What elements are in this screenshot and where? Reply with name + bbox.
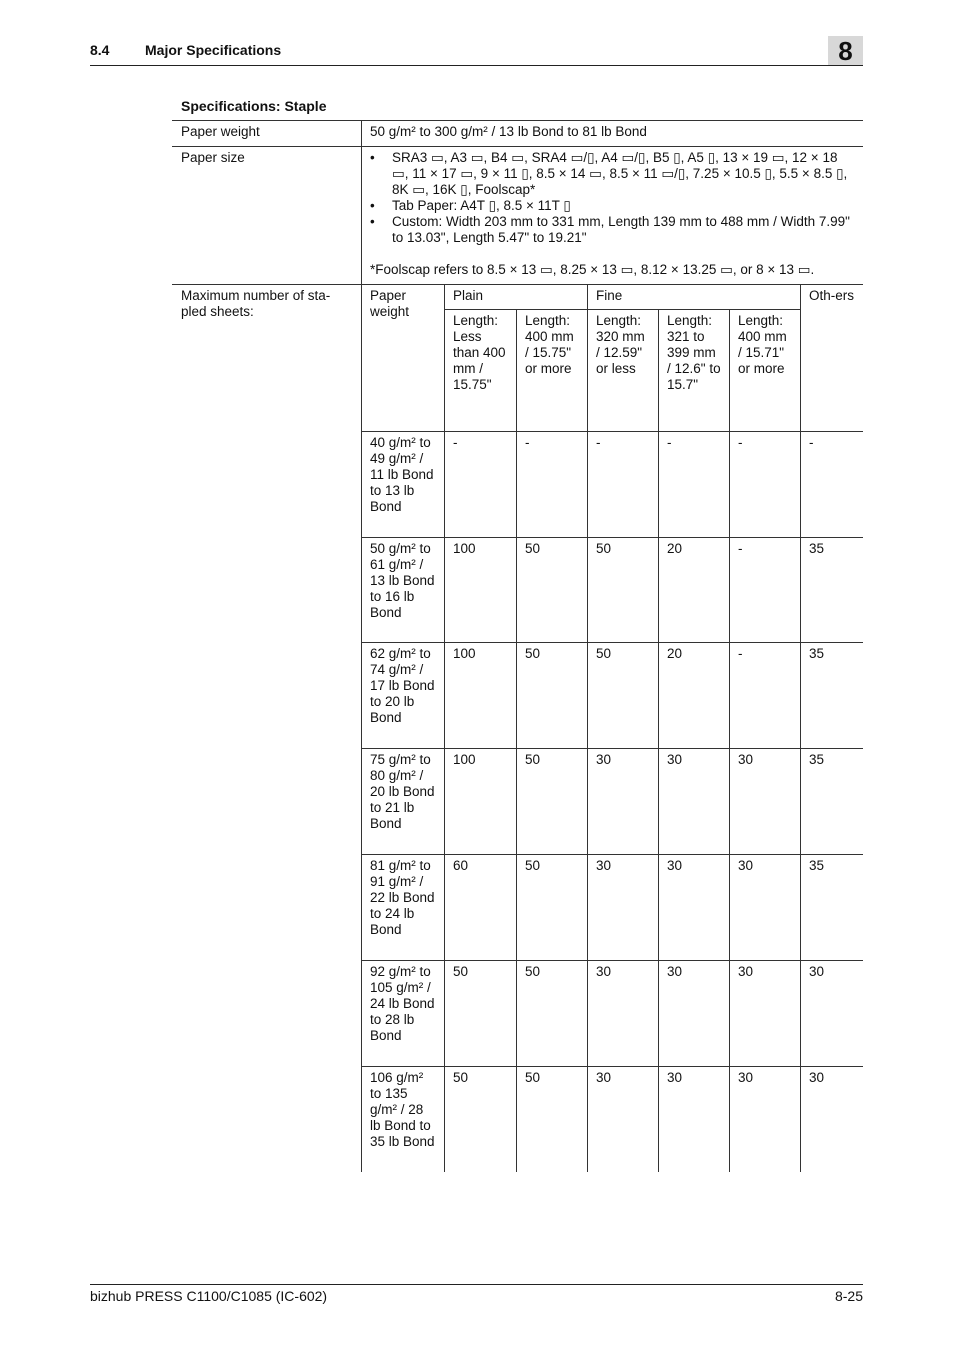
- sheet-count-cell: -: [738, 541, 743, 556]
- paper-weight-value: 50 g/m² to 300 g/m² / 13 lb Bond to 81 lb Bond: [370, 124, 647, 139]
- footer-page-number: 8-25: [834, 1288, 863, 1304]
- table-rule: [444, 284, 445, 1172]
- sheet-count-cell: 30: [667, 964, 683, 979]
- col-paper-weight: Paper weight: [370, 288, 410, 319]
- sheet-count-cell: -: [809, 435, 814, 450]
- sub-plain-long: Length: 400 mm / 15.75" or more: [525, 313, 574, 376]
- sheet-count-cell: 30: [809, 1070, 825, 1085]
- sub-fine-short: Length: 320 mm / 12.59" or less: [596, 313, 645, 376]
- header-rule: [90, 65, 863, 66]
- sheet-count-cell: 50: [596, 541, 612, 556]
- sheet-count-cell: 35: [809, 752, 825, 767]
- sheet-count-cell: 50: [525, 964, 541, 979]
- sheet-count-cell: 30: [738, 964, 754, 979]
- footer-product: bizhub PRESS C1100/C1085 (IC-602): [90, 1288, 328, 1304]
- list-item: • Tab Paper: A4T ▯, 8.5 × 11T ▯: [370, 198, 855, 214]
- sheet-count-cell: 30: [596, 964, 612, 979]
- sheet-count-cell: 30: [738, 752, 754, 767]
- col-fine: Fine: [596, 288, 623, 303]
- sheet-count-cell: 30: [809, 964, 825, 979]
- sheet-count-cell: 30: [667, 1070, 683, 1085]
- sheet-count-cell: -: [738, 646, 743, 661]
- sheet-count-cell: -: [453, 435, 458, 450]
- footer-rule: [90, 1284, 863, 1285]
- weight-range-cell: 75 g/m² to 80 g/m² / 20 lb Bond to 21 lb Bond: [370, 752, 435, 831]
- sheet-count-cell: 30: [596, 752, 612, 767]
- col-plain: Plain: [453, 288, 484, 303]
- sheet-count-cell: 60: [453, 858, 469, 873]
- weight-range-cell: 62 g/m² to 74 g/m² / 17 lb Bond to 20 lb Bond: [370, 646, 435, 725]
- sheet-count-cell: 50: [525, 1070, 541, 1085]
- sheet-count-cell: 30: [596, 858, 612, 873]
- section-heading: Specifications: Staple: [181, 98, 327, 114]
- weight-range-cell: 106 g/m² to 135 g/m² / 28 lb Bond to 35 lb Bond: [370, 1070, 435, 1149]
- section-number: 8.4: [90, 42, 110, 58]
- sheet-count-cell: 50: [525, 646, 541, 661]
- sheet-count-cell: 50: [453, 1070, 469, 1085]
- sheet-count-cell: 30: [738, 858, 754, 873]
- sheet-count-cell: -: [667, 435, 672, 450]
- paper-size-list: [370, 150, 855, 246]
- sheet-count-cell: 100: [453, 541, 476, 556]
- sheet-count-cell: -: [525, 435, 530, 450]
- max-stapled-label: Maximum number of sta-pled sheets:: [181, 288, 331, 319]
- sheet-count-cell: 50: [525, 858, 541, 873]
- weight-range-cell: 81 g/m² to 91 g/m² / 22 lb Bond to 24 lb Bond: [370, 858, 435, 937]
- sheet-count-cell: 30: [738, 1070, 754, 1085]
- sheet-count-cell: 30: [667, 752, 683, 767]
- sheet-count-cell: 35: [809, 646, 825, 661]
- sheet-count-cell: 20: [667, 541, 683, 556]
- sheet-count-cell: 30: [667, 858, 683, 873]
- weight-range-cell: 40 g/m² to 49 g/m² / 11 lb Bond to 13 lb Bond: [370, 435, 434, 514]
- paper-size-label: Paper size: [181, 150, 245, 165]
- sheet-count-cell: 50: [525, 541, 541, 556]
- sheet-count-cell: 50: [596, 646, 612, 661]
- list-item: • SRA3 ▭, A3 ▭, B4 ▭, SRA4 ▭/▯, A4 ▭/▯, B5 ▯, A5 ▯, 13 × 19 ▭, 12 × 18 ▭, 11 × 17 ▭, 9 × 11 ▯, 8.5 × 14 ▭, 8.5 × 11 ▭/▯, 7.25 × 10.5 ▯, 5.5 × 8.5 ▯, 8K ▭, 16K ▯, Foolscap*: [370, 150, 855, 198]
- sheet-count-cell: 30: [596, 1070, 612, 1085]
- sheet-count-cell: 100: [453, 752, 476, 767]
- table-rule: [800, 284, 801, 1172]
- weight-range-cell: 50 g/m² to 61 g/m² / 13 lb Bond to 16 lb Bond: [370, 541, 435, 620]
- col-others: Oth-ers: [809, 288, 855, 303]
- weight-range-cell: 92 g/m² to 105 g/m² / 24 lb Bond to 28 lb Bond: [370, 964, 435, 1043]
- sheet-count-cell: 50: [525, 752, 541, 767]
- paper-size-value: [361, 147, 863, 278]
- sheet-count-cell: 35: [809, 541, 825, 556]
- list-item: • Custom: Width 203 mm to 331 mm, Length 139 mm to 488 mm / Width 7.99" to 13.03", Length 5.47" to 19.21": [370, 214, 855, 246]
- sheet-count-cell: 20: [667, 646, 683, 661]
- paper-weight-label: Paper weight: [181, 124, 260, 139]
- sub-plain-short: Length: Less than 400 mm / 15.75": [453, 313, 506, 392]
- table-rule: [587, 284, 588, 1172]
- section-title: Major Specifications: [145, 42, 282, 58]
- sheet-count-cell: 100: [453, 646, 476, 661]
- foolscap-note: *Foolscap refers to 8.5 × 13 ▭, 8.25 × 13 ▭, 8.12 × 13.25 ▭, or 8 × 13 ▭.: [370, 262, 815, 277]
- sub-fine-long: Length: 400 mm / 15.71" or more: [738, 313, 787, 376]
- sheet-count-cell: 50: [453, 964, 469, 979]
- sheet-count-cell: -: [596, 435, 601, 450]
- sub-fine-mid: Length: 321 to 399 mm / 12.6" to 15.7": [667, 313, 721, 392]
- chapter-badge: 8: [828, 36, 863, 66]
- sheet-count-cell: -: [738, 435, 743, 450]
- sheet-count-cell: 35: [809, 858, 825, 873]
